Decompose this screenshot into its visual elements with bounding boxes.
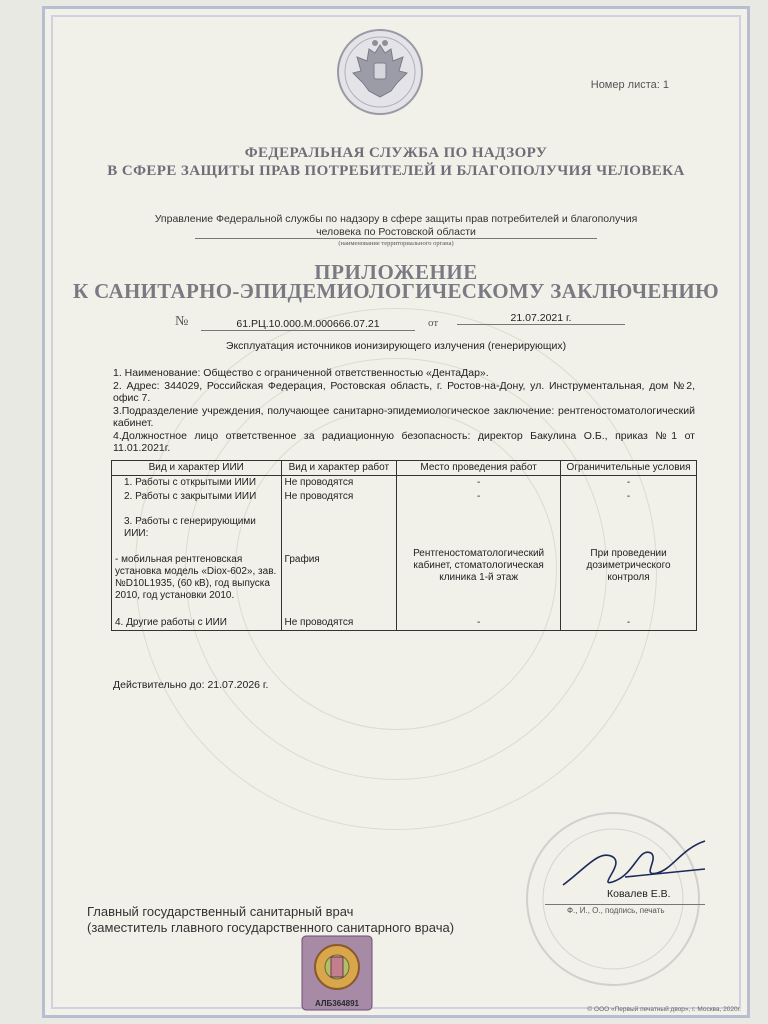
table-cell: Графия: [281, 540, 397, 603]
table-header-row: [112, 461, 697, 476]
table-cell: -: [561, 603, 697, 631]
table-row: [112, 540, 697, 603]
hologram-serial: АЛБ364891: [315, 999, 359, 1008]
table-header-cell: Вид и характер ИИИ: [112, 461, 282, 476]
radiation-sources-table: [111, 460, 697, 631]
signatory-role-line2: (заместитель главного государственного санитарного врача): [87, 920, 455, 935]
valid-until: Действительно до: 21.07.2026 г.: [113, 679, 269, 691]
table-cell: Не проводятся: [281, 490, 397, 504]
table-header-cell: Место проведения работ: [397, 461, 561, 476]
table-cell: -: [397, 490, 561, 504]
table-cell: -: [397, 603, 561, 631]
department-line2: человека по Ростовской области: [316, 226, 476, 238]
detail-item-responsible: 4.Должностное лицо ответственное за радиационную безопасность: директор Бакулина О.Б., приказ №1 от 11.01.2021г.: [113, 429, 695, 454]
detail-item-division: 3.Подразделение учреждения, получающее санитарно-эпидемиологическое заключение: рентгеностоматологический кабинет.: [113, 404, 695, 429]
table-header-cell: Ограничительные условия: [561, 461, 697, 476]
table-cell: [561, 504, 697, 540]
table-cell: [281, 504, 397, 540]
table-cell: Не проводятся: [281, 603, 397, 631]
department-caption: (наименование территориального органа): [338, 240, 454, 247]
organization-details: [113, 367, 695, 455]
agency-name-line2: В СФЕРЕ ЗАЩИТЫ ПРАВ ПОТРЕБИТЕЛЕЙ И БЛАГОПОЛУЧИЯ ЧЕЛОВЕКА: [107, 163, 685, 179]
date-label: от: [428, 317, 439, 329]
table-cell: - мобильная рентгеновская установка модель «Diox-602», зав.№D10L1935, (60 кВ), год выпуска 2010, год установки 2010.: [112, 540, 282, 603]
department-name: [125, 213, 667, 239]
signature-line: [545, 904, 705, 905]
hologram-sticker: [301, 935, 373, 1011]
printer-footer-note: © ООО «Первый печатный двор», г. Москва, 2020г.: [587, 1006, 741, 1013]
document-title-line1: ПРИЛОЖЕНИЕ: [314, 260, 478, 284]
document-number: 61.РЦ.10.000.М.000666.07.21: [201, 318, 415, 331]
table-cell: [397, 504, 561, 540]
sheet-number: Номер листа: 1: [590, 79, 669, 91]
table-cell: -: [397, 476, 561, 491]
department-underline: [195, 238, 597, 239]
department-line1: Управление Федеральной службы по надзору в сфере защиты прав потребителей и благополучия: [154, 213, 638, 225]
detail-item-address: 2. Адрес: 344029, Российская Федерация, Ростовская область, г. Ростов-на-Дону, ул. Инструментальная, дом №2, офис 7.: [113, 379, 695, 404]
table-cell: Не проводятся: [281, 476, 397, 491]
table-cell: Рентгеностоматологический кабинет, стоматологическая клиника 1-й этаж: [397, 540, 561, 603]
detail-item-name: 1. Наименование: Общество с ограниченной ответственностью «ДентаДар».: [113, 367, 489, 379]
table-header-cell: Вид и характер работ: [281, 461, 397, 476]
document-sheet: [42, 6, 750, 1018]
signatory-role-line1: Главный государственный санитарный врач: [87, 904, 354, 919]
signatory-name: Ковалев Е.В.: [607, 888, 671, 900]
table-row: [112, 476, 697, 491]
table-row: [112, 490, 697, 504]
document-title-line2: К САНИТАРНО-ЭПИДЕМИОЛОГИЧЕСКОМУ ЗАКЛЮЧЕНИЮ: [73, 279, 719, 303]
table-cell: При проведении дозиметрического контроля: [561, 540, 697, 603]
table-cell: -: [561, 476, 697, 491]
table-cell: 4. Другие работы с ИИИ: [112, 603, 282, 631]
agency-name-line1: ФЕДЕРАЛЬНАЯ СЛУЖБА ПО НАДЗОРУ: [244, 145, 548, 161]
number-symbol: №: [175, 314, 189, 329]
table-cell: 2. Работы с закрытыми ИИИ: [112, 490, 282, 504]
document-date: 21.07.2021 г.: [457, 312, 625, 325]
signature-caption: Ф., И., О., подпись, печать: [567, 906, 665, 915]
table-cell: -: [561, 490, 697, 504]
table-cell: 1. Работы с открытыми ИИИ: [112, 476, 282, 491]
state-emblem-icon: [335, 27, 425, 117]
table-row: [112, 504, 697, 540]
document-subtitle: Эксплуатация источников ионизирующего излучения (генерирующих): [225, 340, 567, 352]
table-row: [112, 603, 697, 631]
table-cell: 3. Работы с генерирующими ИИИ:: [112, 504, 282, 540]
